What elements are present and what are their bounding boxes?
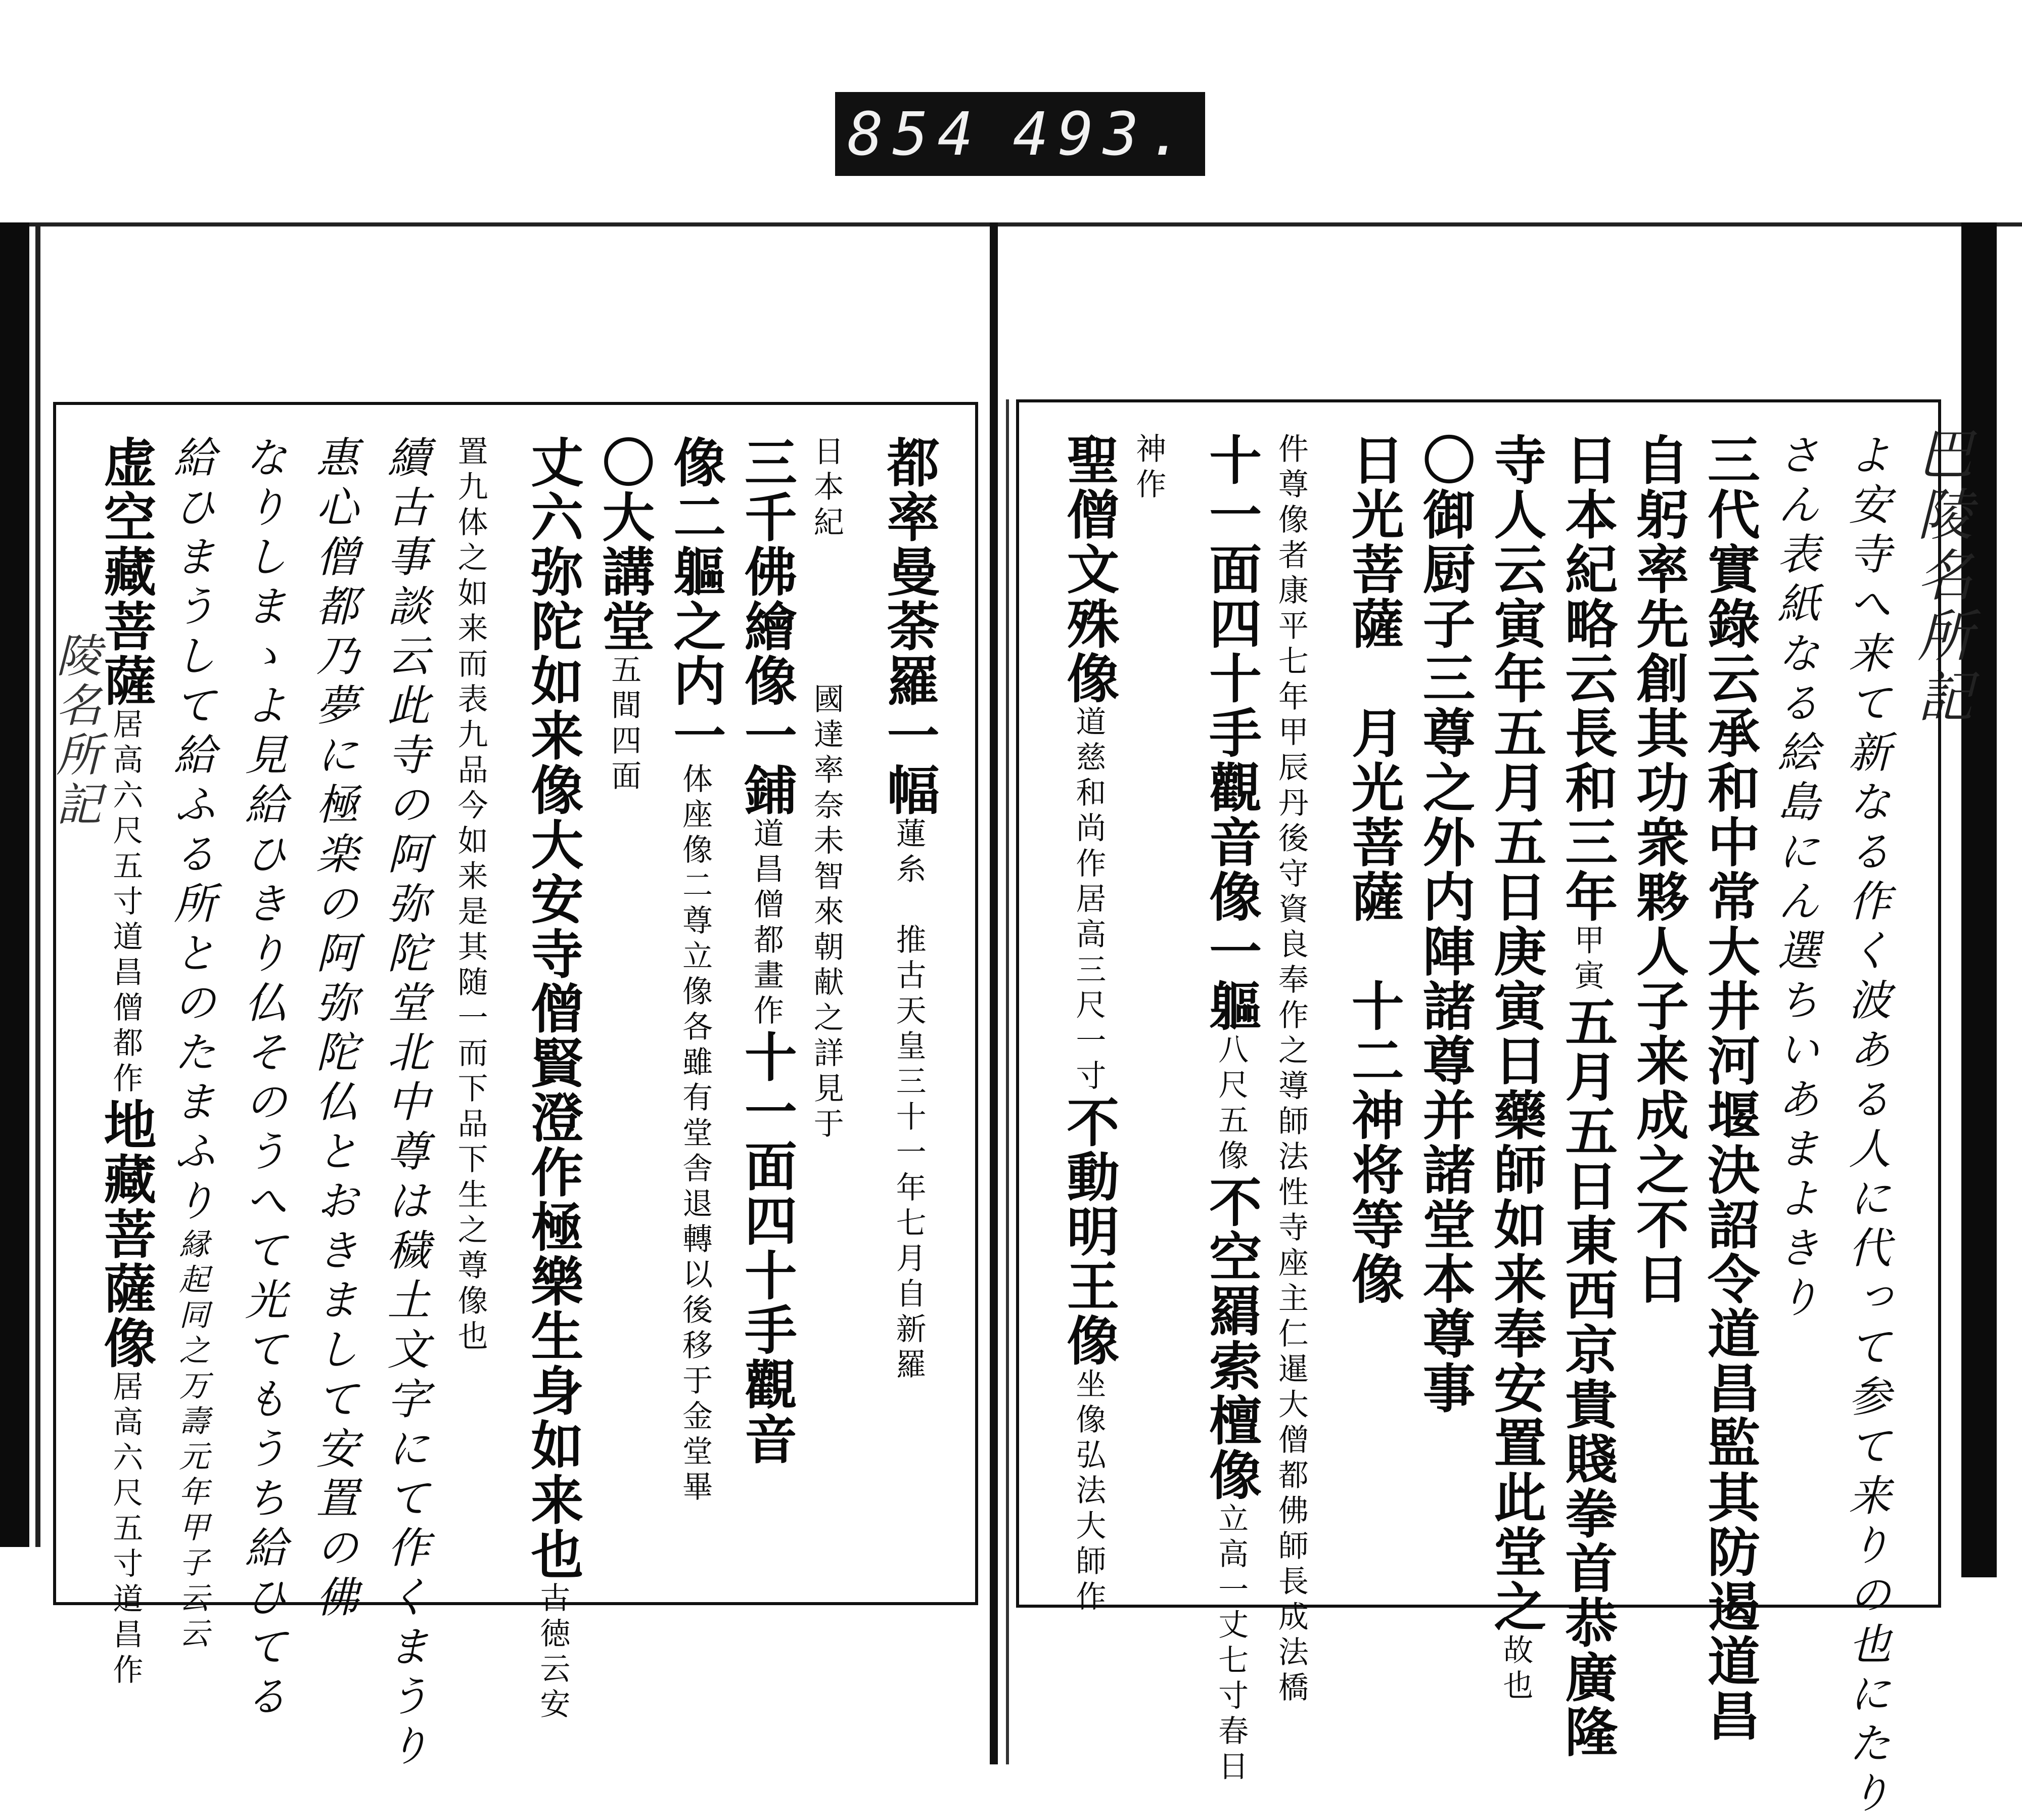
annotation-text: 甲寅	[1569, 924, 1605, 995]
right-page-column	[1200, 433, 1263, 1786]
left-page-column	[808, 435, 844, 1143]
right-page-column	[1842, 433, 1892, 1820]
column-text: 給ひまうして給ふる所とのたまふり	[167, 435, 217, 1228]
center-gutter-rule	[1006, 399, 1009, 1764]
right-page-column	[1273, 433, 1309, 1707]
column-text: 〇御厨子三尊之外内陣諸尊并諸堂本尊事	[1413, 433, 1476, 1416]
left-page-column	[522, 435, 584, 1723]
annotation-text: 体座像二尊立像各雖有堂舎退轉以後移于金堂畢	[677, 763, 713, 1506]
annotation-text: 道昌僧都畫作	[748, 817, 784, 1030]
center-gutter	[990, 222, 998, 1764]
left-page-column	[878, 435, 940, 1384]
column-text: 日本紀略云長和三年	[1556, 433, 1619, 924]
column-text: 神作	[1131, 433, 1167, 504]
column-text: 十一面四十手觀音	[735, 1030, 798, 1467]
left-page-column	[380, 435, 430, 1773]
page-top-edge	[0, 222, 2022, 226]
column-text: 件尊像者康平七年甲辰丹後守資良奉作之導師法性寺座主仁暹大僧都佛師長成法橋	[1273, 433, 1309, 1707]
column-text: さん表紙なる絵島にん選ちいあまよきり	[1770, 433, 1820, 1325]
right-page-column	[1556, 433, 1619, 1759]
column-text: 日光菩薩 月光菩薩 十二神将等像	[1342, 433, 1405, 1306]
right-page-column	[1485, 433, 1547, 1705]
left-page-column	[309, 435, 359, 1624]
right-page-column	[1627, 433, 1690, 1306]
left-page	[53, 402, 978, 1773]
left-page-column	[167, 435, 217, 1653]
annotation-text: 道慈和尚作居高三尺一寸	[1071, 706, 1107, 1095]
column-text: 五月五日東西京貴賤拳首恭廣隆	[1556, 995, 1619, 1759]
right-page-column	[1058, 433, 1120, 1616]
column-text: 像二軀之内一	[664, 435, 727, 763]
annotation-text: 坐像弘法大師作	[1071, 1368, 1107, 1616]
column-text: なりしまゝよ見給ひきり仏そのうへて光てもうち給ひてる	[238, 435, 288, 1723]
column-text: 置九体之如来而表九品今如来是其随一而下品下生之尊像也	[452, 435, 488, 1355]
column-text: 續古事談云此寺の阿弥陀堂北中尊は穢土文字にて作くまうり	[380, 435, 430, 1773]
annotation-text: 古徳云安	[535, 1582, 571, 1723]
catalog-number-right: 493.	[1013, 99, 1193, 169]
column-text: 十一面四十手觀音像一軀	[1200, 433, 1263, 1033]
catalog-number-label	[835, 92, 1205, 176]
annotation-text: 居高六尺五寸道昌僧都作	[108, 708, 144, 1098]
right-page-column	[1342, 433, 1405, 1306]
left-page-column	[95, 435, 157, 1689]
column-text: 〇大講堂	[593, 435, 656, 654]
left-page-column	[735, 435, 798, 1467]
column-text: 寺人云寅年五月五日庚寅日藥師如来奉安置此堂之	[1485, 433, 1547, 1634]
left-binding-rule	[35, 222, 40, 1547]
left-binding-edge	[0, 222, 29, 1547]
column-text: 惠心僧都乃夢に極楽の阿弥陀仏とおきまして安置の佛	[309, 435, 359, 1624]
right-page-column	[1698, 433, 1761, 1743]
column-text: 聖僧文殊像	[1058, 433, 1120, 706]
annotation-text: 居高六尺五寸道昌作	[108, 1371, 144, 1689]
column-text: 三千佛繪像一鋪	[735, 435, 798, 817]
column-text: 都率曼荼羅一幅	[878, 435, 940, 817]
left-page-column	[238, 435, 288, 1723]
annotation-text: 故也	[1498, 1634, 1534, 1705]
annotation-text: 五間四面	[606, 654, 642, 795]
column-text: 不空羂索檀像	[1200, 1175, 1263, 1503]
right-page-header: 巴陵名所記	[1908, 425, 1973, 728]
annotation-text: 立高一丈七寸春日	[1213, 1503, 1249, 1786]
annotation-text: 蓮糸 推古天皇三十一年七月自新羅	[891, 817, 927, 1384]
right-page-column	[1770, 433, 1820, 1325]
column-text: 不動明王像	[1058, 1095, 1120, 1368]
right-page-columns	[1019, 402, 1938, 1820]
right-page	[1016, 399, 1941, 1820]
annotation-text: 八尺五像	[1213, 1033, 1249, 1175]
left-page-column	[593, 435, 656, 795]
annotation-text: 縁起同之万壽元年甲子云云	[174, 1228, 210, 1653]
column-text: 三代實錄云承和中常大井河堰決詔令道昌監其防遏道昌	[1698, 433, 1761, 1743]
right-page-column	[1131, 433, 1167, 504]
column-text: 地藏菩薩像	[95, 1098, 157, 1371]
column-text: 自躬率先創其功衆夥人子来成之不日	[1627, 433, 1690, 1306]
left-page-columns	[56, 405, 975, 1773]
left-page-column	[452, 435, 488, 1355]
column-text: 丈六弥陀如来像大安寺僧賢澄作極樂生身如来也	[522, 435, 584, 1582]
column-text: よ安寺へ来て新なる作く波ある人に代って参て来りの也にたり	[1842, 433, 1892, 1820]
catalog-number-left: 854	[847, 99, 983, 169]
left-page-column	[664, 435, 727, 1506]
left-page-header: 陵名所記	[48, 632, 101, 830]
right-page-column	[1413, 433, 1476, 1416]
column-text: 日本紀 國達率奈未智來朝献之詳見于	[808, 435, 844, 1143]
column-text: 虚空藏菩薩	[95, 435, 157, 708]
